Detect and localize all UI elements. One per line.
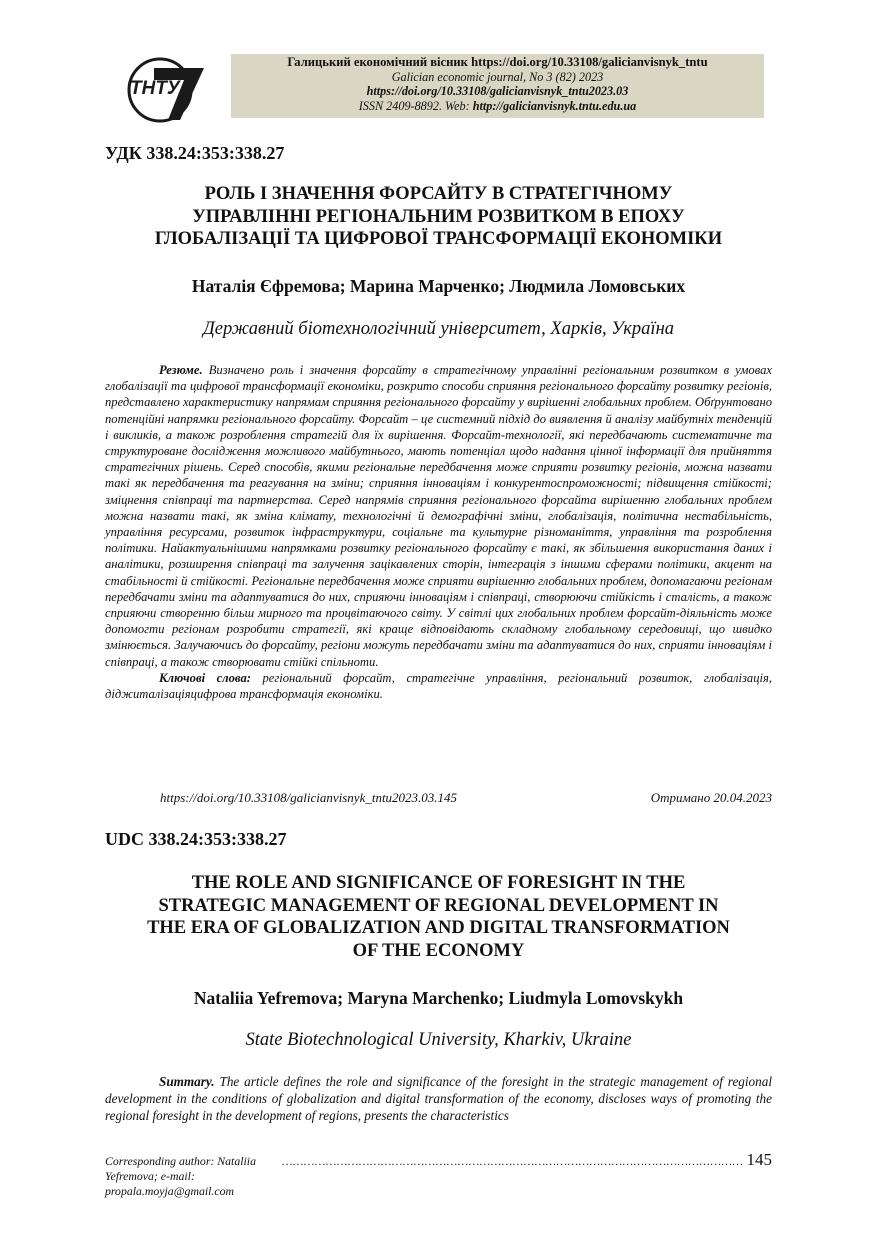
summary-en — [105, 1073, 772, 1124]
title-en-line: THE ERA OF GLOBALIZATION AND DIGITAL TRANSFORMATION — [147, 918, 730, 938]
abstract-ua-text: Визначено роль і значення форсайту в стратегічному управлінні регіональним розвитком в умовах глобалізації та цифрової трансформації економіки, розкрито способи сприяння регіонального форсайту розвитку регіонів, представлено характеристику напрямам сприяння регіонального форсайту у вирішенні глобальних проблем. Обґрунтовано потенційні напрямки регіонального форсайту. Форсайт – це системний підхід до виявлення й аналізу майбутніх тенденцій і викликів, а також розроблення стратегій для їх вирішення. Форсайт-технології, які передбачають систематичне та структуроване дослідження можливого майбутнього, мають потенціал щодо надання цінної інформації для прийняття стратегічних рішень. Серед способів, якими регіональне передбачення може сприяти розвитку регіонів, можна назвати такі як передбачення та реагування на зміни; сприяння інноваціям і конкурентоспроможності; підвищення стійкості; зміцнення співпраці та партнерства. Серед напрямів сприяння регіонального форсайта вирішенню глобальних проблем можна назвати такі, як зміна клімату, технологічні й демографічні зміни, глобалізація, політична нестабільність, управління ресурсами, розвиток інфраструктури, соціальне та культурне різноманіття, управління та розроблення політики. Найактуальнішими напрямками розвитку регіонального форсайту є такі, як збільшення використання даних і аналітики, розширення співпраці та залучення зацікавлених сторін, інтеграція з іншими сферами політики, акцент на стабільності й стійкості. Регіональне передбачення може сприяти вирішенню глобальних проблем, допомагаючи регіонам передбачати зміни та адаптуватися до них, сприяючи інноваціям і співпраці, створюючи стійкість і сталість, а також сприяючи створенню більш мирного та процвітаючого світу. У світлі цих глобальних проблем форсайт-діяльність може допомогти регіонам розробити стратегії, які краще відповідають складному глобальному середовищі, що швидко змінюється. Залучаючись до форсайту, регіони можуть передбачати зміни та адаптуватися до них, сприяти інноваціям і співпраці, а також створювати стійкі спільноти. — [105, 363, 772, 669]
abstract-ua-label: Резюме. — [159, 363, 203, 377]
authors-en: Nataliia Yefremova; Maryna Marchenko; Liudmyla Lomovskykh — [193, 988, 684, 1008]
title-en — [105, 872, 772, 962]
abstract-ua — [105, 362, 772, 702]
title-ua — [105, 183, 772, 251]
article-doi-link[interactable]: https://doi.org/10.33108/galicianvisnyk_tntu2023.03.145 — [160, 790, 458, 805]
page-number: 145 — [746, 1150, 772, 1169]
university-logo — [124, 50, 206, 126]
footer-leader-dots: ……………………………………………………………………………………………………………… — [281, 1154, 744, 1168]
title-ua-line: УПРАВЛІННІ РЕГІОНАЛЬНИМ РОЗВИТКОМ В ЕПОХУ — [192, 206, 685, 227]
journal-header-line2: Galician economic journal, No 3 (82) 2023 — [391, 69, 604, 84]
summary-en-label: Summary. — [159, 1074, 215, 1089]
journal-header-line3: https://doi.org/10.33108/galicianvisnyk_tntu2023.03 — [366, 84, 629, 98]
keywords-ua — [105, 670, 772, 702]
title-en-line: STRATEGIC MANAGEMENT OF REGIONAL DEVELOPMENT IN — [158, 895, 719, 916]
affiliation-ua: Державний біотехнологічний університет, Харків, Україна — [202, 319, 674, 339]
issn-text: ISSN 2409-8892. Web: — [358, 98, 473, 113]
journal-header — [231, 54, 764, 118]
abstract-ua-paragraph — [105, 362, 772, 670]
keywords-ua-text: регіональний форсайт, стратегічне управління, регіональний розвиток, глобалізація, діджиталізаціяцифрова трансформація економіки. — [105, 670, 772, 702]
udc-en: UDC 338.24:353:338.27 — [105, 829, 287, 849]
corresponding-author: Corresponding author: Nataliia Yefremova; e-mail: propala.moyja@gmail.com — [105, 1154, 256, 1198]
summary-en-text: The article defines the role and significance of the foresight in the strategic management of regional development in the conditions of globalization and digital transformation of the economy, discloses ways of promoting the regional foresight in the development of regions, presents the characteristics — [105, 1074, 773, 1123]
journal-header-line4 — [231, 99, 764, 114]
page-footer — [105, 1150, 772, 1199]
affiliation-en: State Biotechnological University, Kharkiv, Ukraine — [245, 1030, 632, 1050]
keywords-ua-label: Ключові слова: — [159, 670, 251, 685]
title-en-line: OF THE ECONOMY — [352, 940, 525, 961]
logo-text: ТНТУ — [130, 78, 180, 99]
summary-en-paragraph — [105, 1073, 772, 1124]
journal-website-link[interactable]: http://galicianvisnyk.tntu.edu.ua — [472, 98, 637, 113]
authors-ua: Наталія Єфремова; Марина Марченко; Людмила Ломовських — [191, 276, 686, 296]
udc-ua: УДК 338.24:353:338.27 — [105, 143, 285, 163]
journal-header-line1: Галицький економічний вісник https://doi.org/10.33108/galicianvisnyk_tntu — [287, 55, 708, 69]
title-en-line: THE ROLE AND SIGNIFICANCE OF FORESIGHT IN THE — [191, 873, 686, 893]
title-ua-line: РОЛЬ І ЗНАЧЕННЯ ФОРСАЙТУ В СТРАТЕГІЧНОМУ — [204, 184, 673, 204]
received-date: Отримано 20.04.2023 — [650, 790, 772, 805]
title-ua-line: ГЛОБАЛІЗАЦІЇ ТА ЦИФРОВОЇ ТРАНСФОРМАЦІЇ ЕКОНОМІКИ — [154, 229, 723, 249]
doi-row — [160, 790, 772, 806]
